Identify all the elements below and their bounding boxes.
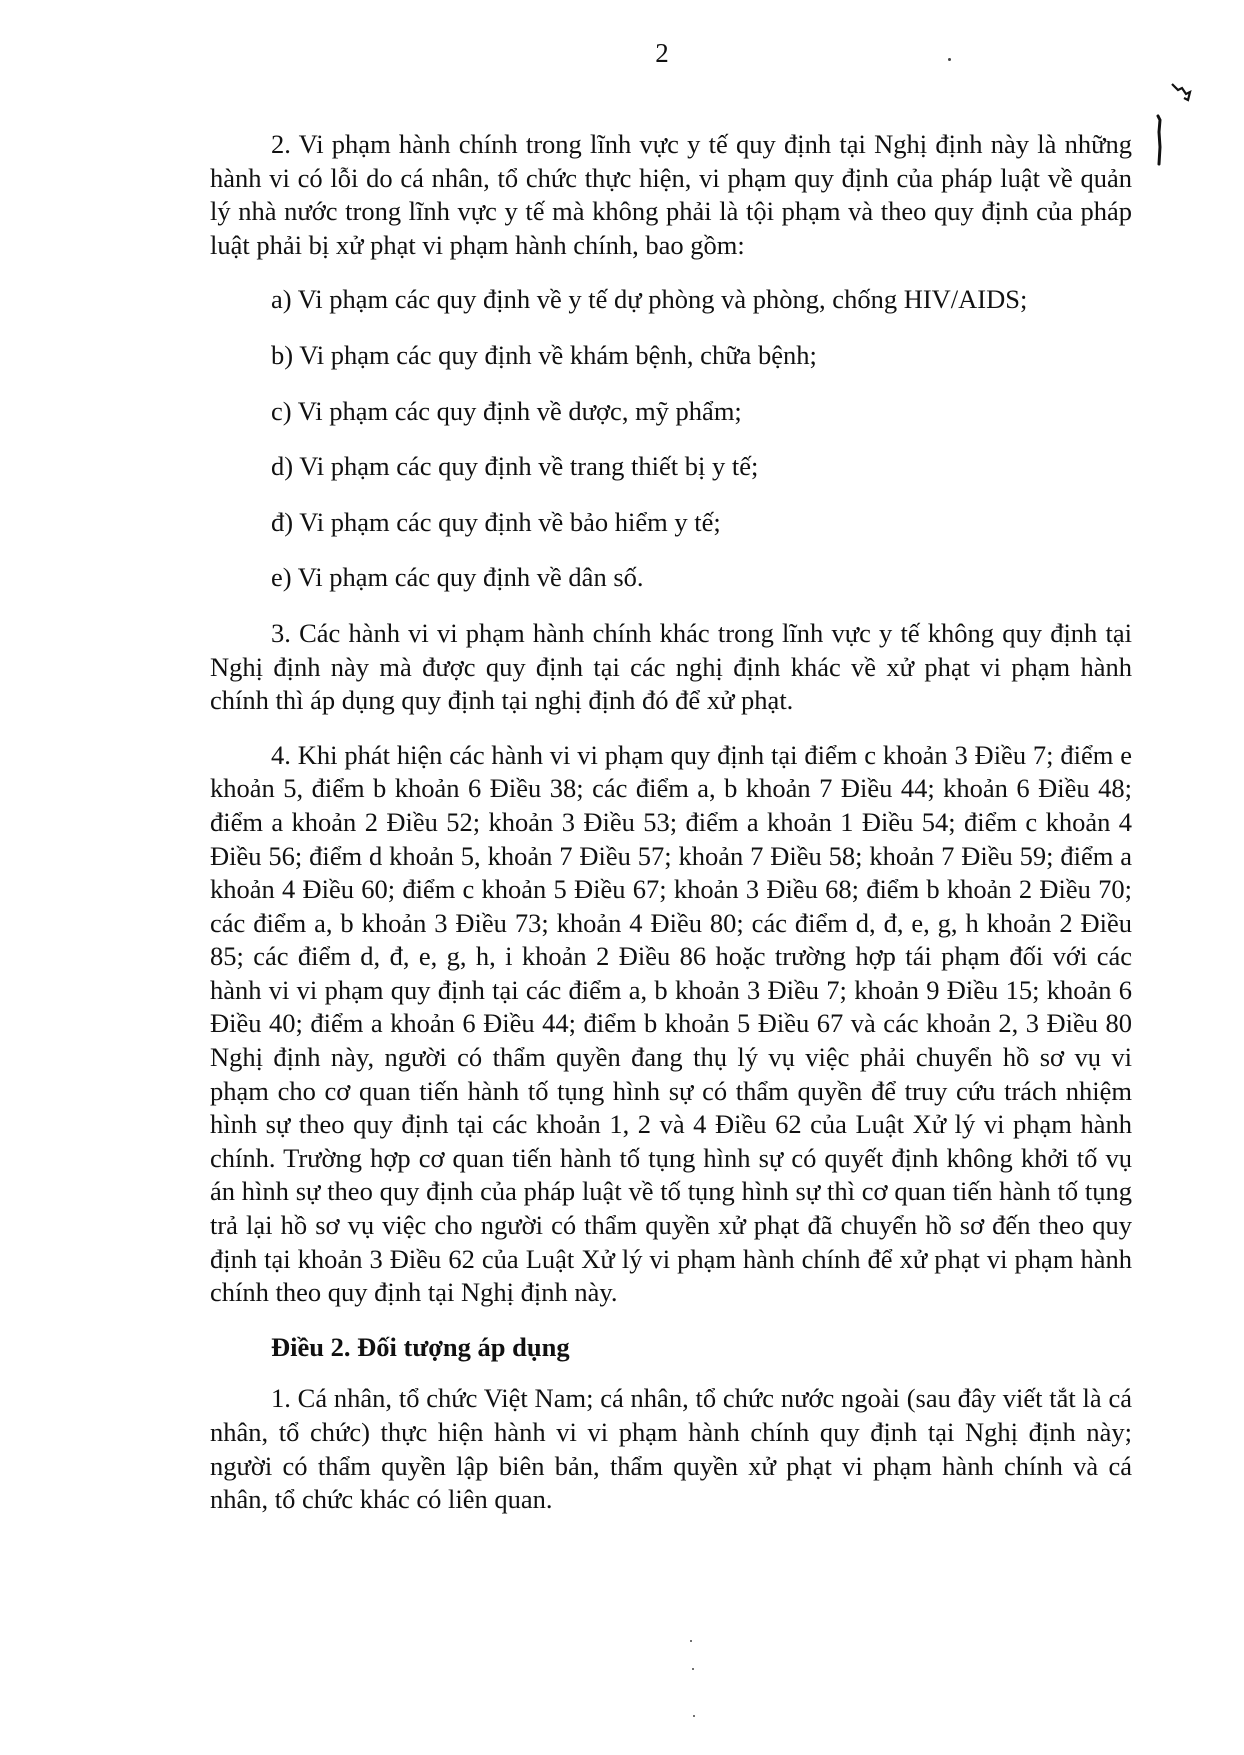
scan-speck: [948, 58, 951, 61]
scan-speck: [693, 1715, 695, 1717]
margin-tick-mark: [1150, 112, 1170, 172]
margin-pen-mark: [1168, 80, 1198, 110]
paragraph-clause-4: 4. Khi phát hiện các hành vi vi phạm quy định tại điểm c khoản 3 Điều 7; điểm e khoản 5, điểm b khoản 6 Điều 38; các điểm a, b khoản 7 Điều 44; khoản 6 Điều 48; điểm a khoản 2 Điều 52; khoản 3 Điều 53; điểm a khoản 1 Điều 54; điểm c khoản 4 Điều 56; điểm d khoản 5, khoản 7 Điều 57; khoản 7 Điều 58; khoản 7 Điều 59; điểm a khoản 4 Điều 60; điểm c khoản 5 Điều 67; khoản 3 Điều 68; điểm b khoản 2 Điều 70; các điểm a, b khoản 3 Điều 73; khoản 4 Điều 80; các điểm d, đ, e, g, h khoản 2 Điều 85; các điểm d, đ, e, g, h, i khoản 2 Điều 86 hoặc trường hợp tái phạm đối với các hành vi vi phạm quy định tại các điểm a, b khoản 3 Điều 7; khoản 9 Điều 15; khoản 6 Điều 40; điểm a khoản 6 Điều 44; điểm b khoản 5 Điều 67 và các khoản 2, 3 Điều 80 Nghị định này, người có thẩm quyền đang thụ lý vụ việc phải chuyển hồ sơ vụ vi phạm cho cơ quan tiến hành tố tụng hình sự có thẩm quyền để truy cứu trách nhiệm hình sự theo quy định tại các khoản 1, 2 và 4 Điều 62 của Luật Xử lý vi phạm hành chính. Trường hợp cơ quan tiến hành tố tụng hình sự có quyết định không khởi tố vụ án hình sự theo quy định của pháp luật về tố tụng hình sự thì cơ quan tiến hành tố tụng trả lại hồ sơ vụ việc cho người có thẩm quyền xử phạt đã chuyển hồ sơ đến theo quy định tại khoản 3 Điều 62 của Luật Xử lý vi phạm hành chính để xử phạt vi phạm hành chính theo quy định tại Nghị định này.: [210, 739, 1132, 1308]
document-body: [210, 128, 1132, 1538]
paragraph-clause-3: 3. Các hành vi vi phạm hành chính khác trong lĩnh vực y tế không quy định tại Nghị định này mà được quy định tại các nghị định khác về xử phạt vi phạm hành chính thì áp dụng quy định tại nghị định đó để xử phạt.: [210, 617, 1132, 716]
list-item: c) Vi phạm các quy định về dược, mỹ phẩm;: [271, 395, 742, 426]
list-item: b) Vi phạm các quy định về khám bệnh, chữa bệnh;: [271, 339, 817, 370]
list-item: d) Vi phạm các quy định về trang thiết bị y tế;: [271, 451, 759, 482]
list-item: đ) Vi phạm các quy định về bảo hiểm y tế;: [271, 506, 721, 537]
scan-speck: [692, 1668, 694, 1670]
article-heading: Điều 2. Đối tượng áp dụng: [271, 1331, 570, 1362]
scan-speck: [690, 1640, 692, 1642]
paragraph-article2-clause-1: 1. Cá nhân, tổ chức Việt Nam; cá nhân, tổ chức nước ngoài (sau đây viết tắt là cá nhân, tổ chức) thực hiện hành vi vi phạm hành chính quy định tại Nghị định này; người có thẩm quyền lập biên bản, thẩm quyền xử phạt vi phạm hành chính và cá nhân, tổ chức khác có liên quan.: [210, 1383, 1132, 1515]
page-number: 2: [655, 38, 669, 68]
paragraph-clause-2: 2. Vi phạm hành chính trong lĩnh vực y tế quy định tại Nghị định này là những hành vi có lỗi do cá nhân, tổ chức thực hiện, vi phạm quy định của pháp luật về quản lý nhà nước trong lĩnh vực y tế mà không phải là tội phạm và theo quy định của pháp luật phải bị xử phạt vi phạm hành chính, bao gồm:: [210, 129, 1132, 260]
list-item: a) Vi phạm các quy định về y tế dự phòng và phòng, chống HIV/AIDS;: [271, 284, 1028, 315]
list-item: e) Vi phạm các quy định về dân số.: [271, 562, 644, 593]
